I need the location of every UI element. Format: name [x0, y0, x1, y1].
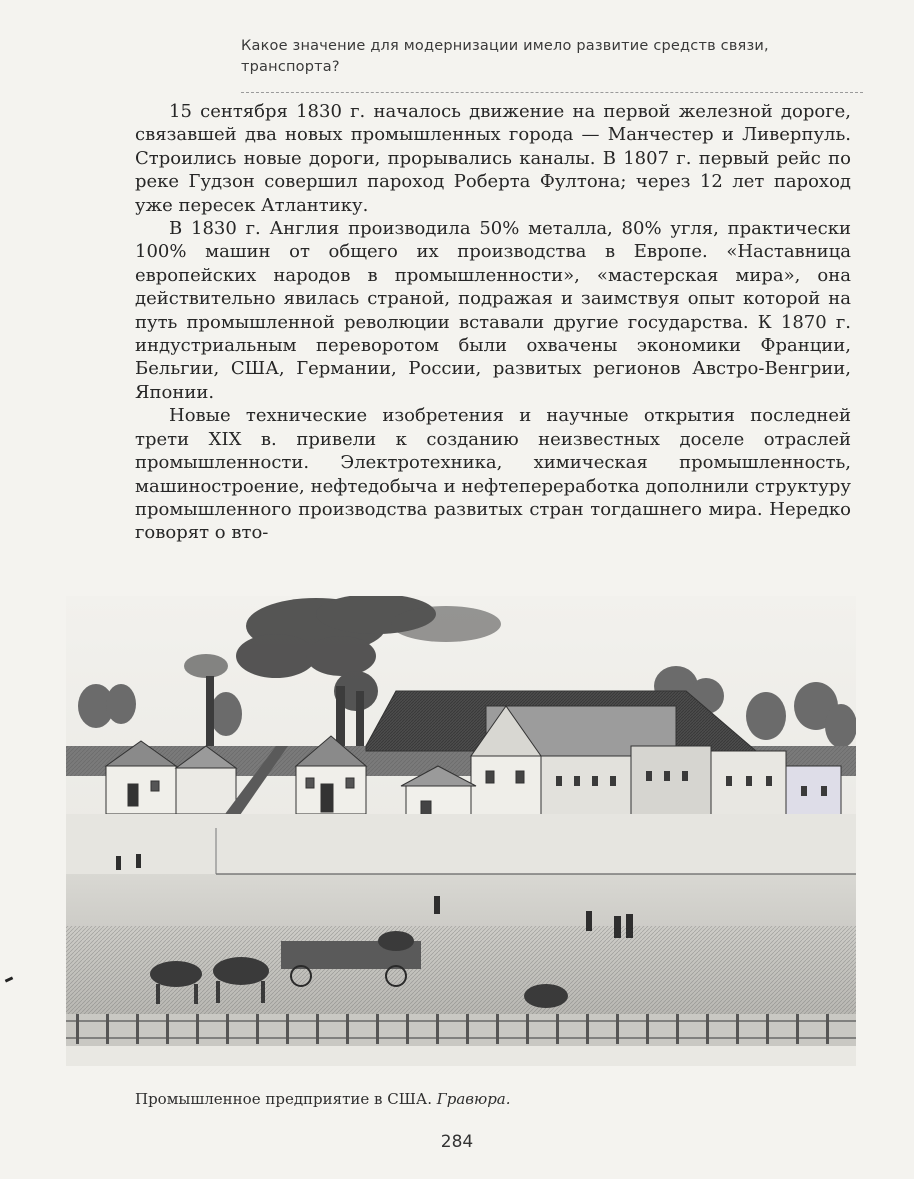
engraving-illustration [66, 596, 856, 1066]
header-divider [241, 92, 863, 93]
main-text [135, 100, 851, 545]
caption-text: Промышленное предприятие в США. [135, 1090, 432, 1108]
paragraph-railway: 15 сентября 1830 г. началось движение на первой железной дороге, связавшей два новых промышленных города — Манчестер и Ливерпуль. Строились новые дороги, прорывались каналы. В 1807 г. первый рейс по реке Гудзон совершил пароход Роберта Фултона; через 12 лет пароход уже пересек Атлантику. [135, 101, 851, 216]
paragraph-new-industries: Новые технические изобретения и научные открытия последней трети XIX в. привели к созданию неизвестных доселе отраслей промышленности. Электротехника, химическая промышленность, машиностроение, нефтедобыча и нефтепереработка дополнили структуру промышленного производства развитых стран тогдашнего мира. Нередко говорят о вто- [135, 405, 851, 544]
caption-type: Гравюра. [436, 1090, 511, 1108]
page-number: 284 [440, 1132, 474, 1152]
section-question: Какое значение для модернизации имело развитие средств связи, транспорта? [241, 38, 769, 75]
margin-mark [5, 976, 14, 982]
paragraph-england: В 1830 г. Англия производила 50% металла, 80% угля, практически 100% машин от общего их производства в Европе. «Наставница европейских народов в промышленности», «мастерская мира», она действительно явилась страной, подражая и заимствуя опыт которой на путь промышленной революции вставали другие государства. К 1870 г. индустриальным переворотом были охвачены экономики Франции, Бельгии, США, Германии, России, развитых регионов Австро-Венгрии, Японии. [135, 218, 851, 403]
figure-caption [135, 1090, 835, 1108]
